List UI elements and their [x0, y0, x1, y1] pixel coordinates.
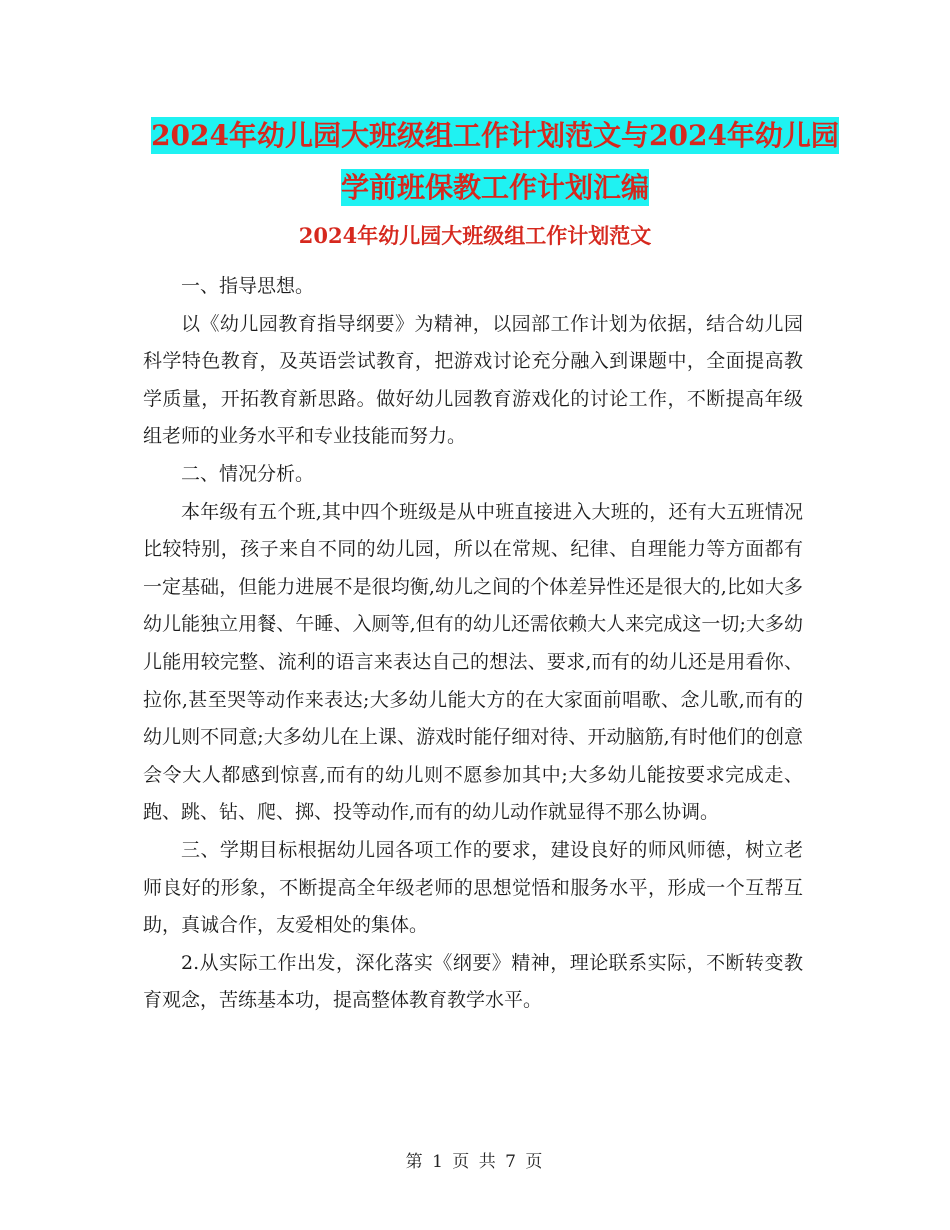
page-number-footer: 第 1 页 共 7 页 — [405, 1152, 545, 1172]
paragraph-guiding-ideology: 以《幼儿园教育指导纲要》为精神，以园部工作计划为依据，结合幼儿园科学特色教育，及英语尝试教育，把游戏讨论充分融入到课题中，全面提高教学质量，开拓教育新思路。做好幼儿园教育游戏化的讨论工作，不断提高年级组老师的业务水平和专业技能而努力。 — [143, 312, 803, 448]
paragraph-goal-2: 2.从实际工作出发，深化落实《纲要》精神，理论联系实际，不断转变教育观念，苦练基本功，提高整体教育教学水平。 — [143, 951, 803, 1012]
paragraph-semester-goals: 三、学期目标根据幼儿园各项工作的要求，建设良好的师风师德，树立老师良好的形象，不断提高全年级老师的思想觉悟和服务水平，形成一个互帮互助，真诚合作，友爱相处的集体。 — [143, 838, 803, 937]
heading-situation-analysis: 二、情况分析。 — [181, 462, 315, 485]
document-title-line-1: 2024年幼儿园大班级组工作计划范文与2024年幼儿园 — [151, 119, 839, 152]
section-title: 2024年幼儿园大班级组工作计划范文 — [298, 223, 652, 248]
heading-guiding-ideology: 一、指导思想。 — [181, 275, 315, 297]
document-body — [143, 268, 803, 1020]
document-title — [150, 110, 840, 214]
document-title-line-2: 学前班保教工作计划汇编 — [340, 171, 649, 204]
paragraph-situation-analysis: 本年级有五个班,其中四个班级是从中班直接进入大班的，还有大五班情况比较特别，孩子来自不同的幼儿园，所以在常规、纪律、自理能力等方面都有一定基础，但能力进展不是很均衡,幼儿之间的个体差异性还是很大的,比如大多幼儿能独立用餐、午睡、入厕等,但有的幼儿还需依赖大人来完成这一切;大多幼儿能用较完整、流利的语言来表达自己的想法、要求,而有的幼儿还是用看你、拉你,甚至哭等动作来表达;大多幼儿能大方的在大家面前唱歌、念儿歌,而有的幼儿则不同意;大多幼儿在上课、游戏时能仔细对待、开动脑筋,有时他们的创意会令大人都感到惊喜,而有的幼儿则不愿参加其中;大多幼儿能按要求完成走、跑、跳、钻、爬、掷、投等动作,而有的幼儿动作就显得不那么协调。 — [143, 500, 803, 824]
